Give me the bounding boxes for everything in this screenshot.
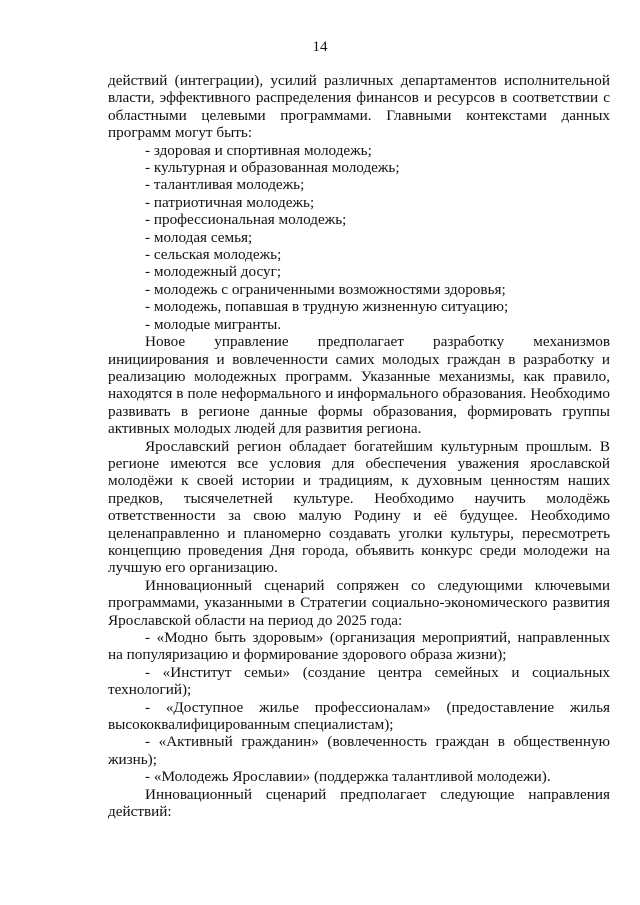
list-item: - молодежь с ограниченными возможностями здоровья; [145,280,506,298]
list-item: - культурная и образованная молодежь; [145,159,400,177]
list-item: - талантливая молодежь; [145,176,305,194]
list-item: - сельская молодежь; [145,246,282,264]
list-item: - молодая семья; [145,228,253,246]
paragraph-integration: действий (интеграции), усилий различных департаментов исполнительной власти, эффективного распределения финансов и ресурсов в соответствии с областными целевыми программами. Главными контекстами данных программ могут быть: [108,72,610,142]
youth-program-contexts-list [108,142,610,333]
program-item: - «Молодежь Ярославии» (поддержка талантливой молодежи). [145,768,551,786]
page-number: 14 [312,39,328,55]
program-item: - «Институт семьи» (создание центра семейных и социальных технологий); [108,663,610,699]
paragraph-yaroslavl-region: Ярославский регион обладает богатейшим культурным прошлым. В регионе имеются все условия для обеспечения уважения ярославской молодёжи к своей истории и традициям, к духовным ценностям наших предков, тысячелетней культуре. Необходимо научить молодёжь ответственности за свою малую Родину и её будущее. Необходимо целенаправленно и планомерно создавать уголки культуры, пересмотреть концепцию проведения Дня города, объявить конкурс среди молодежи на лучшую его организацию. [108,437,610,577]
list-item: - молодые мигранты. [145,315,282,333]
list-item: - патриотичная молодежь; [145,193,315,211]
list-item: - здоровая и спортивная молодежь; [145,141,372,159]
list-item: - профессиональная молодежь; [145,211,347,229]
paragraph-innovative-scenario: Инновационный сценарий сопряжен со следующими ключевыми программами, указанными в Стратегии социально-экономического развития Ярославской области на период до 2025 года: [108,576,610,629]
list-item: - молодежный досуг; [145,263,282,281]
paragraph-new-management: Новое управление предполагает разработку механизмов инициирования и вовлеченности самих молодых граждан в разработку и реализацию молодежных программ. Указанные механизмы, как правило, находятся в поле неформального и информального образования. Необходимо развивать в регионе данные формы образования, формировать группы активных молодых людей для развития региона. [108,333,610,438]
program-item: - «Активный гражданин» (вовлеченность граждан в общественную жизнь); [108,733,610,768]
program-item: - «Доступное жилье профессионалам» (предоставление жилья высококвалифицированным специалистам); [108,698,610,734]
program-item: - «Модно быть здоровым» (организация мероприятий, направленных на популяризацию и формирование здорового образа жизни); [108,629,610,664]
page-body [108,72,610,820]
list-item: - молодежь, попавшая в трудную жизненную ситуацию; [145,298,509,316]
paragraph-directions: Инновационный сценарий предполагает следующие направления действий: [108,785,610,821]
